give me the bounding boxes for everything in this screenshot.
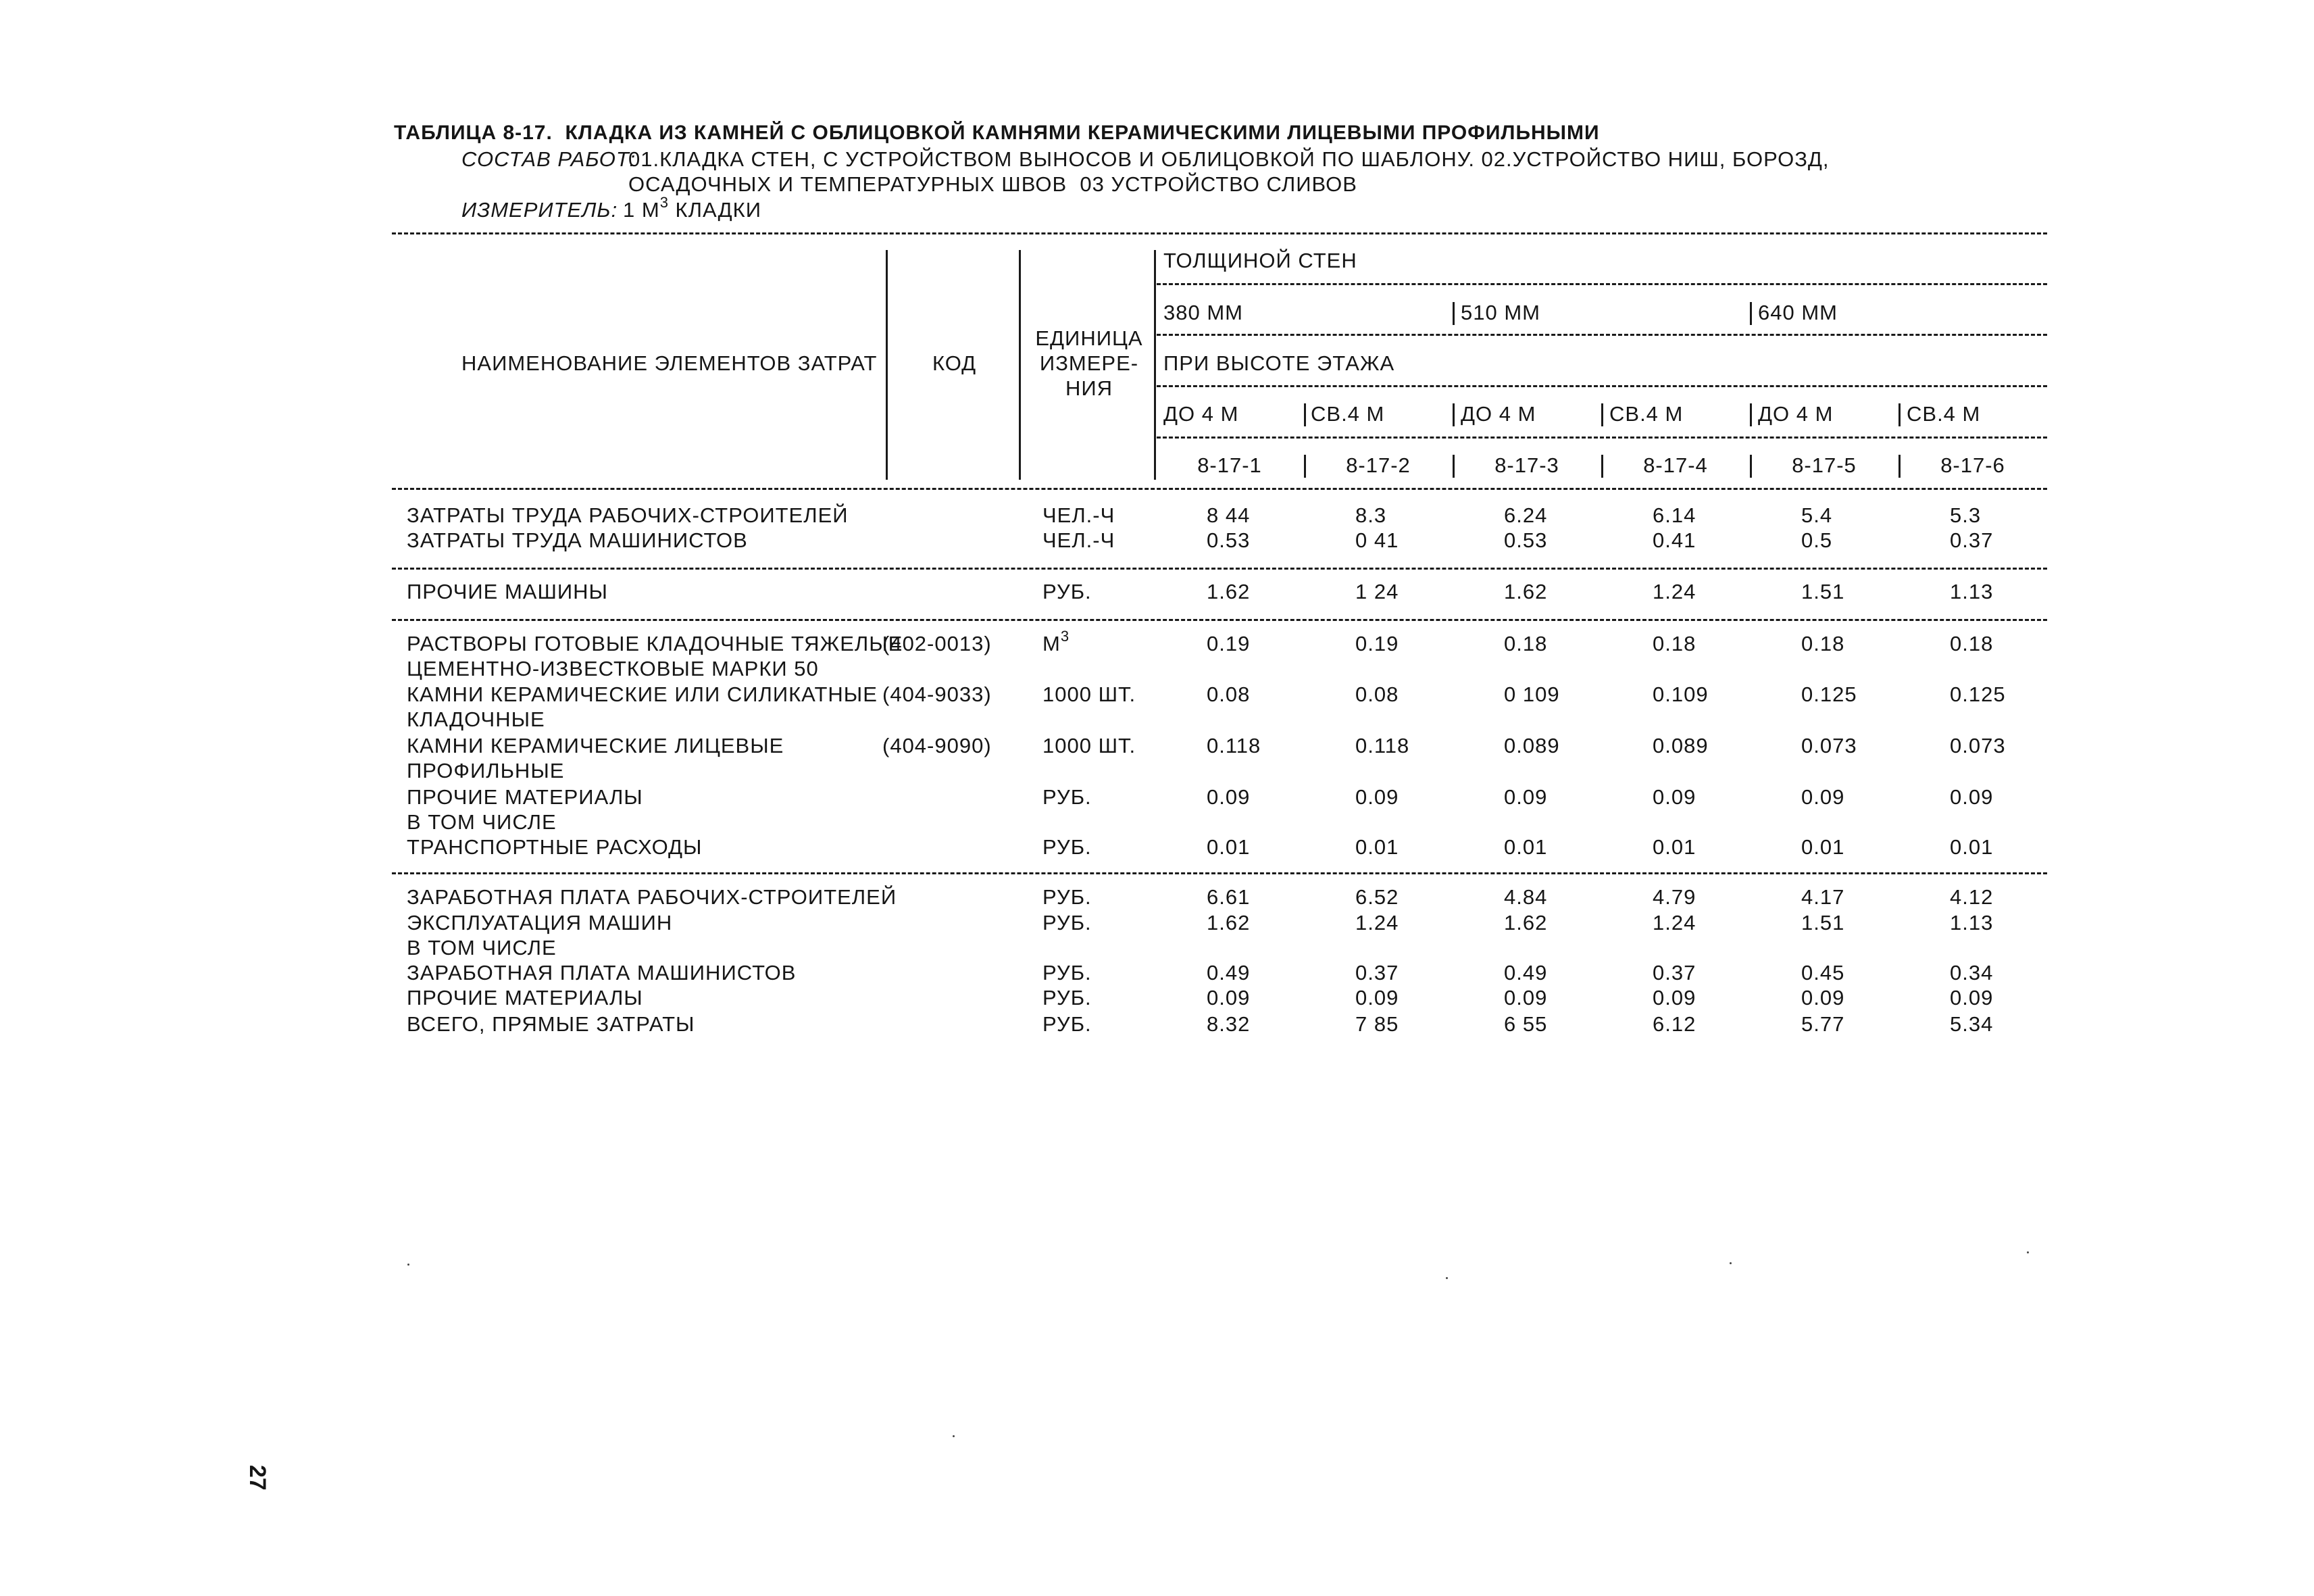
- scan-speck: [1446, 1277, 1448, 1279]
- row-value: 0.073: [1801, 734, 1857, 757]
- row-value: 0.19: [1207, 632, 1251, 655]
- row-value: 6.61: [1207, 885, 1251, 909]
- header-divider-510: [1453, 302, 1455, 325]
- row-name: КАМНИ КЕРАМИЧЕСКИЕ ИЛИ СИЛИКАТНЫЕ: [407, 682, 878, 706]
- row-unit-text: РУБ.: [1042, 911, 1092, 934]
- header-floor-label: ДО 4 М: [1758, 402, 1834, 426]
- scan-speck: [1730, 1262, 1732, 1264]
- row-resource-code: (404-9090): [882, 734, 992, 757]
- row-value: 0.09: [1950, 785, 1994, 809]
- row-value: 0.49: [1207, 961, 1251, 984]
- page-number: 27: [245, 1465, 270, 1491]
- header-divider-unit-values: [1154, 250, 1156, 480]
- header-name-column: НАИМЕНОВАНИЕ ЭЛЕМЕНТОВ ЗАТРАТ: [461, 351, 878, 375]
- header-rate-code: 8-17-5: [1792, 453, 1857, 477]
- row-value: 0.18: [1801, 632, 1845, 655]
- header-rate-code: 8-17-4: [1643, 453, 1708, 477]
- row-value: 0.118: [1355, 734, 1410, 757]
- row-value: 0.37: [1355, 961, 1399, 984]
- scan-speck: [953, 1435, 955, 1437]
- meter-label: ИЗМЕРИТЕЛЬ:: [461, 198, 618, 222]
- header-divider-code-6: [1898, 455, 1901, 478]
- row-unit-text: РУБ.: [1042, 1012, 1092, 1036]
- row-name-continuation: КЛАДОЧНЫЕ: [407, 707, 545, 731]
- row-unit-text: РУБ.: [1042, 961, 1092, 984]
- row-value: 6 55: [1504, 1012, 1548, 1036]
- header-floor-label: ДО 4 М: [1163, 402, 1239, 426]
- row-value: 0.09: [1207, 785, 1251, 809]
- header-divider-floor-5: [1750, 403, 1752, 426]
- row-value: 0.09: [1504, 785, 1548, 809]
- row-value: 1.62: [1207, 911, 1251, 934]
- row-value: 1.51: [1801, 911, 1845, 934]
- row-value: 4.17: [1801, 885, 1845, 909]
- meter-value: [623, 194, 761, 222]
- row-unit: [1042, 837, 1092, 857]
- row-value: 0.109: [1653, 682, 1709, 706]
- row-value: 8 44: [1207, 503, 1251, 527]
- header-divider-name-code: [886, 250, 888, 480]
- row-value: 0.089: [1653, 734, 1709, 757]
- row-value: 0.18: [1950, 632, 1994, 655]
- header-unit-line1: ЕДИНИЦА: [1035, 326, 1143, 350]
- row-unit-text: РУБ.: [1042, 785, 1092, 809]
- row-name: ЗАРАБОТНАЯ ПЛАТА МАШИНИСТОВ: [407, 961, 797, 984]
- row-unit-text: ЧЕЛ.-Ч: [1042, 503, 1115, 527]
- row-value: 6.52: [1355, 885, 1399, 909]
- row-unit: [1042, 735, 1136, 756]
- header-unit-line2: ИЗМЕРЕ-: [1039, 351, 1139, 375]
- row-name: ЭКСПЛУАТАЦИЯ МАШИН: [407, 911, 673, 934]
- row-unit: [1042, 628, 1070, 655]
- row-value: 1.24: [1653, 911, 1696, 934]
- header-floor-label: СВ.4 М: [1907, 402, 1981, 426]
- header-divider-code-5: [1750, 455, 1752, 478]
- meter-tail: КЛАДКИ: [668, 198, 761, 222]
- header-divider-code-3: [1453, 455, 1455, 478]
- row-value: 8.32: [1207, 1012, 1251, 1036]
- row-unit: [1042, 787, 1092, 807]
- row-name: КАМНИ КЕРАМИЧЕСКИЕ ЛИЦЕВЫЕ: [407, 734, 784, 757]
- row-value: 0.09: [1355, 986, 1399, 1009]
- row-value: 5.3: [1950, 503, 1982, 527]
- work-composition-label: СОСТАВ РАБОТ:: [461, 147, 636, 171]
- row-value: 1.13: [1950, 911, 1994, 934]
- row-value: 0.09: [1653, 785, 1696, 809]
- row-resource-code: (404-9033): [882, 682, 992, 706]
- header-rate-code: 8-17-6: [1940, 453, 2005, 477]
- section-rule-materials: [392, 619, 2047, 621]
- row-name: ПРОЧИЕ МАТЕРИАЛЫ: [407, 986, 643, 1009]
- row-unit: [1042, 962, 1092, 983]
- header-unit-line3: НИЯ: [1065, 376, 1113, 400]
- row-name: ТРАНСПОРТНЫЕ РАСХОДЫ: [407, 835, 703, 859]
- row-unit-text: РУБ.: [1042, 986, 1092, 1009]
- row-value: 0.49: [1504, 961, 1548, 984]
- header-divider-code-2: [1304, 455, 1306, 478]
- header-wall-thickness: ТОЛЩИНОЙ СТЕН: [1163, 249, 1357, 272]
- row-value: 0 109: [1504, 682, 1560, 706]
- header-floor-height: ПРИ ВЫСОТЕ ЭТАЖА: [1163, 351, 1395, 375]
- row-value: 0.5: [1801, 528, 1833, 552]
- row-name: ЗАТРАТЫ ТРУДА РАБОЧИХ-СТРОИТЕЛЕЙ: [407, 503, 849, 527]
- row-value: 0.01: [1504, 835, 1548, 859]
- row-value: 0.18: [1653, 632, 1696, 655]
- table-title: ТАБЛИЦА 8-17. КЛАДКА ИЗ КАМНЕЙ С ОБЛИЦОВКОЙ КАМНЯМИ КЕРАМИЧЕСКИМИ ЛИЦЕВЫМИ ПРОФИЛЬНЫМИ: [394, 122, 1600, 144]
- row-unit-text: РУБ.: [1042, 580, 1092, 603]
- row-value: 0.09: [1653, 986, 1696, 1009]
- row-value: 1.62: [1207, 580, 1251, 603]
- header-rule-thickness: [1157, 283, 2047, 285]
- row-value: 1.62: [1504, 911, 1548, 934]
- row-name-continuation: ЦЕМЕНТНО-ИЗВЕСТКОВЫЕ МАРКИ 50: [407, 657, 819, 680]
- row-name-continuation: В ТОМ ЧИСЛЕ: [407, 936, 557, 959]
- row-value: 0.53: [1207, 528, 1251, 552]
- header-thickness-380: 380 ММ: [1163, 301, 1243, 324]
- row-value: 0 41: [1355, 528, 1399, 552]
- header-divider-640: [1750, 302, 1752, 325]
- row-value: 0.08: [1207, 682, 1251, 706]
- row-unit-superscript: 3: [1060, 628, 1070, 645]
- row-value: 7 85: [1355, 1012, 1399, 1036]
- row-name: ВСЕГО, ПРЯМЫЕ ЗАТРАТЫ: [407, 1012, 695, 1036]
- row-value: 0.34: [1950, 961, 1994, 984]
- header-rate-code: 8-17-1: [1197, 453, 1262, 477]
- row-value: 0.01: [1355, 835, 1399, 859]
- row-value: 0.18: [1504, 632, 1548, 655]
- row-unit-text: 1000 ШТ.: [1042, 682, 1136, 706]
- header-divider-floor-2: [1304, 403, 1306, 426]
- header-rule-height: [1157, 385, 2047, 387]
- row-unit: [1042, 505, 1115, 526]
- work-composition-line1: 01.КЛАДКА СТЕН, С УСТРОЙСТВОМ ВЫНОСОВ И ОБЛИЦОВКОЙ ПО ШАБЛОНУ. 02.УСТРОЙСТВО НИШ, БОРОЗД,: [628, 147, 1830, 171]
- row-value: 6.12: [1653, 1012, 1696, 1036]
- row-value: 0.01: [1801, 835, 1845, 859]
- row-name: ЗАТРАТЫ ТРУДА МАШИНИСТОВ: [407, 528, 748, 552]
- work-composition-line2: ОСАДОЧНЫХ И ТЕМПЕРАТУРНЫХ ШВОВ 03 УСТРОЙСТВО СЛИВОВ: [628, 172, 1357, 196]
- header-divider-code-unit: [1019, 250, 1021, 480]
- row-value: 0.09: [1801, 986, 1845, 1009]
- row-value: 6.14: [1653, 503, 1696, 527]
- row-value: 0.41: [1653, 528, 1696, 552]
- row-name: ЗАРАБОТНАЯ ПЛАТА РАБОЧИХ-СТРОИТЕЛЕЙ: [407, 885, 897, 909]
- meter-value-text: 1 М: [623, 198, 660, 222]
- header-rate-code: 8-17-3: [1494, 453, 1559, 477]
- row-value: 4.84: [1504, 885, 1548, 909]
- header-divider-floor-3: [1453, 403, 1455, 426]
- row-value: 1 24: [1355, 580, 1399, 603]
- row-unit: [1042, 684, 1136, 705]
- header-rule-sizes: [1157, 334, 2047, 336]
- row-unit-text: 1000 ШТ.: [1042, 734, 1136, 757]
- row-name: ПРОЧИЕ МАШИНЫ: [407, 580, 608, 603]
- header-floor-label: СВ.4 М: [1609, 402, 1684, 426]
- row-name-continuation: В ТОМ ЧИСЛЕ: [407, 810, 557, 834]
- row-value: 1.62: [1504, 580, 1548, 603]
- header-thickness-510: 510 ММ: [1461, 301, 1540, 324]
- row-value: 0.37: [1653, 961, 1696, 984]
- header-thickness-640: 640 ММ: [1758, 301, 1838, 324]
- header-divider-code-4: [1601, 455, 1603, 478]
- row-value: 1.51: [1801, 580, 1845, 603]
- row-name: ПРОЧИЕ МАТЕРИАЛЫ: [407, 785, 643, 809]
- row-value: 4.79: [1653, 885, 1696, 909]
- header-bottom-rule: [392, 488, 2047, 490]
- row-value: 0.09: [1950, 986, 1994, 1009]
- row-value: 5.34: [1950, 1012, 1994, 1036]
- row-resource-code: (402-0013): [882, 632, 992, 655]
- header-divider-floor-4: [1601, 403, 1603, 426]
- meter-superscript: 3: [659, 194, 669, 211]
- row-value: 0.45: [1801, 961, 1845, 984]
- row-unit: [1042, 1014, 1092, 1034]
- row-value: 0.01: [1207, 835, 1251, 859]
- row-value: 0.089: [1504, 734, 1560, 757]
- row-value: 0.118: [1207, 734, 1261, 757]
- row-value: 0.37: [1950, 528, 1994, 552]
- row-value: 0.01: [1653, 835, 1696, 859]
- row-value: 0.19: [1355, 632, 1399, 655]
- row-unit: [1042, 581, 1092, 602]
- row-value: 1.24: [1355, 911, 1399, 934]
- row-value: 0.09: [1801, 785, 1845, 809]
- row-value: 0.53: [1504, 528, 1548, 552]
- section-rule-costs: [392, 872, 2047, 874]
- row-value: 0.08: [1355, 682, 1399, 706]
- scan-speck: [407, 1264, 409, 1266]
- header-rate-code: 8-17-2: [1346, 453, 1411, 477]
- header-floor-label: СВ.4 М: [1311, 402, 1385, 426]
- row-name-continuation: ПРОФИЛЬНЫЕ: [407, 759, 565, 782]
- row-unit: [1042, 987, 1092, 1008]
- row-value: 1.24: [1653, 580, 1696, 603]
- row-value: 0.125: [1801, 682, 1857, 706]
- header-divider-floor-6: [1898, 403, 1901, 426]
- row-value: 8.3: [1355, 503, 1387, 527]
- section-rule-machines: [392, 568, 2047, 570]
- row-value: 0.01: [1950, 835, 1994, 859]
- scan-speck: [2027, 1251, 2029, 1253]
- row-unit: [1042, 912, 1092, 933]
- header-rule-floors: [1157, 437, 2047, 439]
- row-value: 0.073: [1950, 734, 2006, 757]
- row-value: 0.09: [1504, 986, 1548, 1009]
- row-unit-text: М: [1042, 632, 1061, 655]
- row-value: 5.4: [1801, 503, 1833, 527]
- row-unit: [1042, 887, 1092, 907]
- row-name: РАСТВОРЫ ГОТОВЫЕ КЛАДОЧНЫЕ ТЯЖЕЛЫЕ: [407, 632, 903, 655]
- row-value: 5.77: [1801, 1012, 1845, 1036]
- row-value: 4.12: [1950, 885, 1994, 909]
- row-value: 0.09: [1207, 986, 1251, 1009]
- header-top-rule: [392, 232, 2047, 234]
- row-value: 1.13: [1950, 580, 1994, 603]
- row-unit-text: РУБ.: [1042, 885, 1092, 909]
- header-floor-label: ДО 4 М: [1461, 402, 1536, 426]
- row-unit-text: ЧЕЛ.-Ч: [1042, 528, 1115, 552]
- row-unit-text: РУБ.: [1042, 835, 1092, 859]
- row-value: 0.125: [1950, 682, 2006, 706]
- row-value: 6.24: [1504, 503, 1548, 527]
- row-value: 0.09: [1355, 785, 1399, 809]
- row-unit: [1042, 530, 1115, 551]
- header-code-column: КОД: [932, 351, 977, 375]
